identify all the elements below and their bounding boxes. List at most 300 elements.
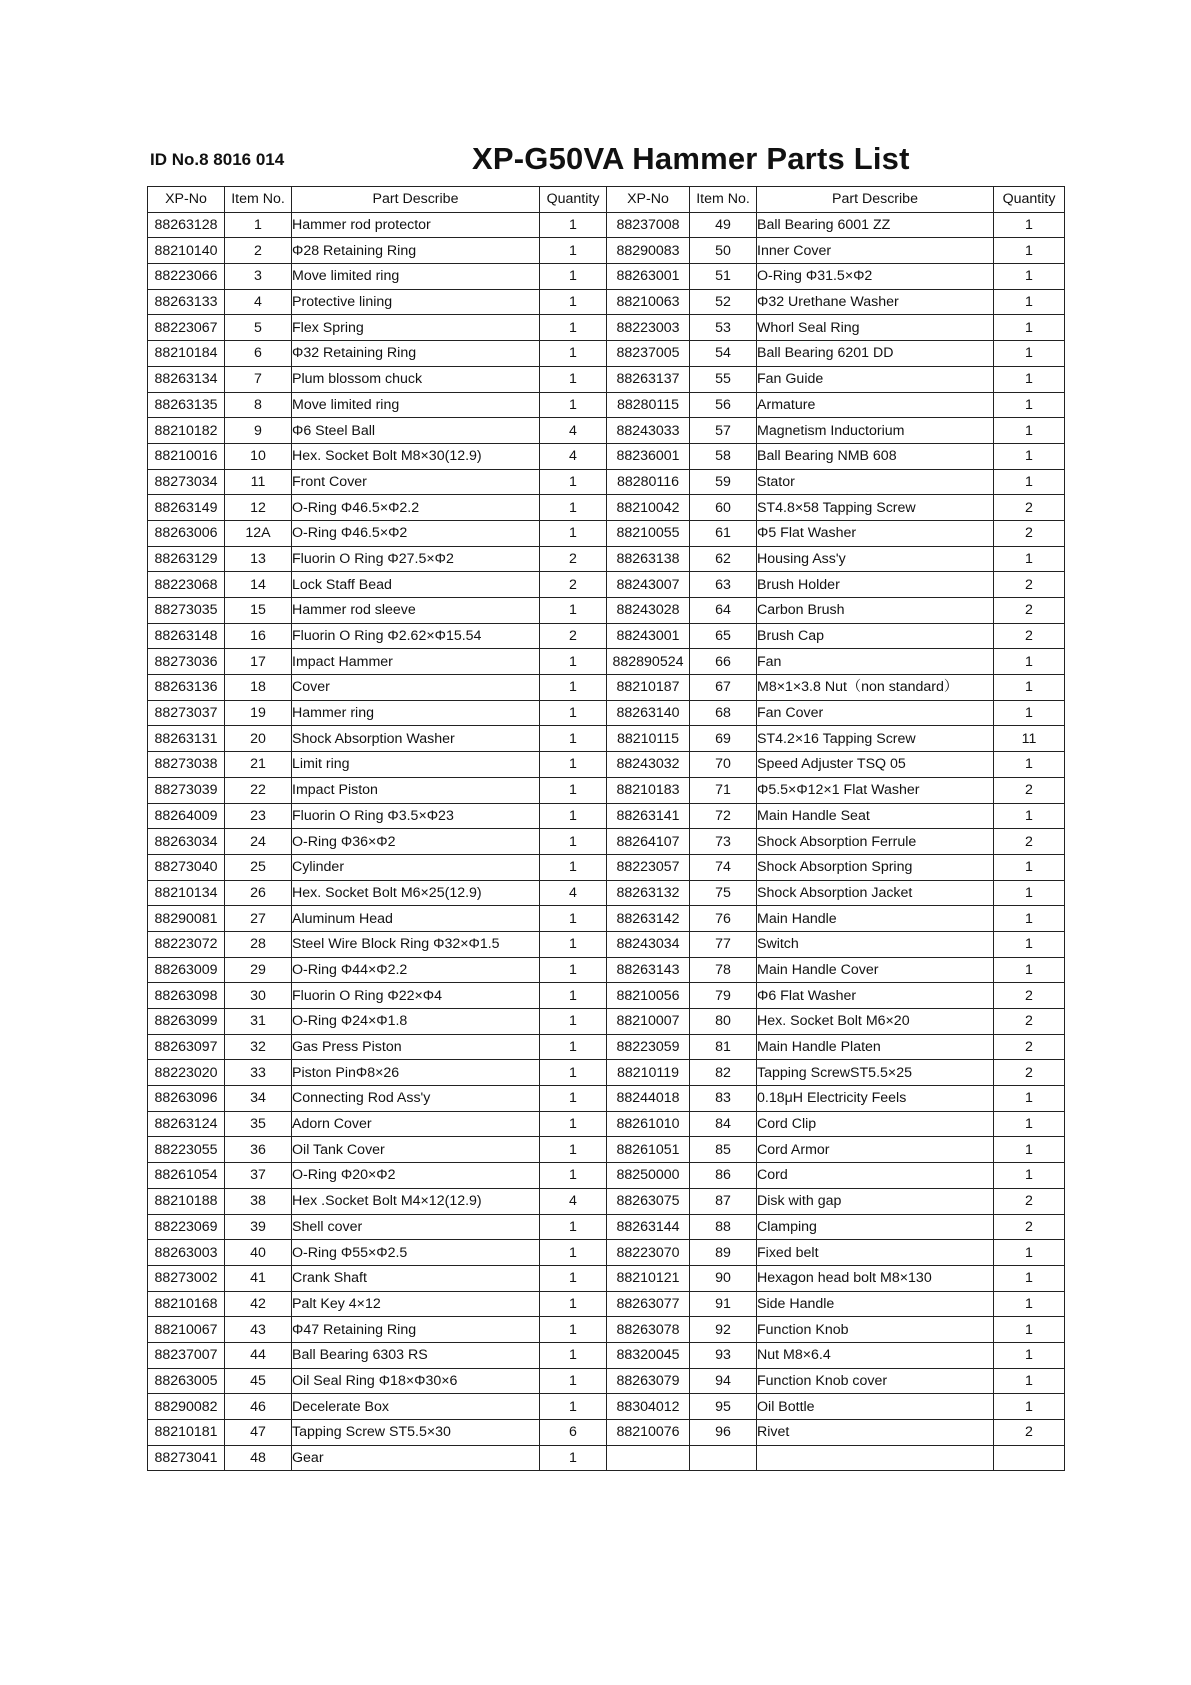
xp-no-cell: 88263124 [148, 1111, 225, 1137]
table-row [148, 1163, 1065, 1189]
item-no-cell: 52 [690, 289, 757, 315]
xp-no-cell: 88263140 [607, 700, 690, 726]
item-no-cell: 90 [690, 1265, 757, 1291]
table-row [148, 495, 1065, 521]
quantity-cell: 2 [994, 1188, 1065, 1214]
table-row [148, 1086, 1065, 1112]
xp-no-cell: 88223003 [607, 315, 690, 341]
item-no-cell [690, 1445, 757, 1471]
part-describe-cell: Carbon Brush [757, 598, 994, 624]
table-row [148, 289, 1065, 315]
item-no-cell: 70 [690, 752, 757, 778]
quantity-cell: 1 [540, 495, 607, 521]
table-row [148, 1060, 1065, 1086]
part-describe-cell: Brush Holder [757, 572, 994, 598]
item-no-cell: 69 [690, 726, 757, 752]
item-no-cell: 35 [225, 1111, 292, 1137]
part-describe-cell: Shell cover [292, 1214, 540, 1240]
part-describe-cell: Move limited ring [292, 392, 540, 418]
quantity-cell [994, 1445, 1065, 1471]
item-no-cell: 58 [690, 443, 757, 469]
quantity-cell: 1 [540, 1137, 607, 1163]
part-describe-cell: Impact Hammer [292, 649, 540, 675]
table-row [148, 469, 1065, 495]
xp-no-cell: 88261051 [607, 1137, 690, 1163]
part-describe-cell: Gear [292, 1445, 540, 1471]
quantity-cell: 2 [994, 1060, 1065, 1086]
xp-no-cell: 88263138 [607, 546, 690, 572]
part-describe-cell: Inner Cover [757, 238, 994, 264]
item-no-cell: 80 [690, 1009, 757, 1035]
quantity-cell: 1 [994, 469, 1065, 495]
part-describe-cell: Cord [757, 1163, 994, 1189]
part-describe-cell: Palt Key 4×12 [292, 1291, 540, 1317]
xp-no-cell: 88210121 [607, 1265, 690, 1291]
part-describe-cell: Fluorin O Ring Φ3.5×Φ23 [292, 803, 540, 829]
part-describe-cell: Cord Clip [757, 1111, 994, 1137]
table-row [148, 418, 1065, 444]
quantity-cell: 1 [994, 1342, 1065, 1368]
part-describe-cell: Speed Adjuster TSQ 05 [757, 752, 994, 778]
xp-no-cell: 88210184 [148, 341, 225, 367]
part-describe-cell: Shock Absorption Jacket [757, 880, 994, 906]
quantity-cell: 1 [994, 1137, 1065, 1163]
xp-no-cell: 88210168 [148, 1291, 225, 1317]
quantity-cell: 2 [994, 495, 1065, 521]
quantity-cell: 1 [540, 854, 607, 880]
quantity-cell: 1 [994, 649, 1065, 675]
item-no-cell: 38 [225, 1188, 292, 1214]
part-describe-cell: Piston PinΦ8×26 [292, 1060, 540, 1086]
header-xp-no-right: XP-No [607, 187, 690, 213]
quantity-cell: 2 [994, 1214, 1065, 1240]
quantity-cell: 1 [994, 1368, 1065, 1394]
part-describe-cell: Main Handle Cover [757, 957, 994, 983]
xp-no-cell: 88280116 [607, 469, 690, 495]
xp-no-cell: 88263143 [607, 957, 690, 983]
xp-no-cell: 88263148 [148, 623, 225, 649]
table-row [148, 700, 1065, 726]
part-describe-cell: Φ5.5×Φ12×1 Flat Washer [757, 777, 994, 803]
part-describe-cell: Switch [757, 931, 994, 957]
item-no-cell: 47 [225, 1420, 292, 1446]
part-describe-cell: Φ5 Flat Washer [757, 520, 994, 546]
item-no-cell: 93 [690, 1342, 757, 1368]
part-describe-cell: Protective lining [292, 289, 540, 315]
quantity-cell: 1 [540, 957, 607, 983]
part-describe-cell: O-Ring Φ55×Φ2.5 [292, 1240, 540, 1266]
item-no-cell: 21 [225, 752, 292, 778]
part-describe-cell: Connecting Rod Ass'y [292, 1086, 540, 1112]
quantity-cell: 1 [540, 315, 607, 341]
item-no-cell: 56 [690, 392, 757, 418]
quantity-cell: 1 [540, 520, 607, 546]
xp-no-cell: 88243007 [607, 572, 690, 598]
quantity-cell: 1 [540, 675, 607, 701]
item-no-cell: 87 [690, 1188, 757, 1214]
quantity-cell: 1 [994, 1163, 1065, 1189]
quantity-cell: 1 [994, 1291, 1065, 1317]
xp-no-cell: 88263141 [607, 803, 690, 829]
quantity-cell: 1 [540, 212, 607, 238]
quantity-cell: 4 [540, 418, 607, 444]
part-describe-cell: Lock Staff Bead [292, 572, 540, 598]
item-no-cell: 84 [690, 1111, 757, 1137]
item-no-cell: 30 [225, 983, 292, 1009]
xp-no-cell [607, 1445, 690, 1471]
xp-no-cell: 88273036 [148, 649, 225, 675]
item-no-cell: 7 [225, 366, 292, 392]
xp-no-cell: 88263135 [148, 392, 225, 418]
item-no-cell: 78 [690, 957, 757, 983]
table-row [148, 649, 1065, 675]
item-no-cell: 20 [225, 726, 292, 752]
part-describe-cell: Ball Bearing 6201 DD [757, 341, 994, 367]
item-no-cell: 31 [225, 1009, 292, 1035]
part-describe-cell: Shock Absorption Washer [292, 726, 540, 752]
item-no-cell: 12 [225, 495, 292, 521]
parts-table-body [148, 212, 1065, 1471]
table-row [148, 1034, 1065, 1060]
xp-no-cell: 88273041 [148, 1445, 225, 1471]
table-row [148, 854, 1065, 880]
part-describe-cell: O-Ring Φ36×Φ2 [292, 829, 540, 855]
quantity-cell: 1 [540, 1086, 607, 1112]
xp-no-cell: 88210182 [148, 418, 225, 444]
table-header-row [148, 187, 1065, 213]
quantity-cell: 2 [994, 572, 1065, 598]
item-no-cell: 74 [690, 854, 757, 880]
quantity-cell: 1 [540, 1342, 607, 1368]
part-describe-cell: Φ32 Retaining Ring [292, 341, 540, 367]
xp-no-cell: 88237005 [607, 341, 690, 367]
item-no-cell: 86 [690, 1163, 757, 1189]
quantity-cell: 2 [540, 623, 607, 649]
xp-no-cell: 88261010 [607, 1111, 690, 1137]
xp-no-cell: 88243033 [607, 418, 690, 444]
quantity-cell: 1 [994, 957, 1065, 983]
part-describe-cell: M8×1×3.8 Nut（non standard） [757, 675, 994, 701]
xp-no-cell: 88263099 [148, 1009, 225, 1035]
quantity-cell: 1 [994, 238, 1065, 264]
item-no-cell: 10 [225, 443, 292, 469]
quantity-cell: 1 [994, 443, 1065, 469]
xp-no-cell: 88273039 [148, 777, 225, 803]
item-no-cell: 51 [690, 264, 757, 290]
quantity-cell: 1 [540, 289, 607, 315]
item-no-cell: 34 [225, 1086, 292, 1112]
quantity-cell: 4 [540, 880, 607, 906]
xp-no-cell: 88263142 [607, 906, 690, 932]
xp-no-cell: 88263137 [607, 366, 690, 392]
item-no-cell: 49 [690, 212, 757, 238]
part-describe-cell: Aluminum Head [292, 906, 540, 932]
part-describe-cell: Fluorin O Ring Φ22×Φ4 [292, 983, 540, 1009]
part-describe-cell: Fan Guide [757, 366, 994, 392]
item-no-cell: 19 [225, 700, 292, 726]
quantity-cell: 1 [540, 1265, 607, 1291]
part-describe-cell: Flex Spring [292, 315, 540, 341]
xp-no-cell: 88223072 [148, 931, 225, 957]
table-row [148, 675, 1065, 701]
part-describe-cell: Disk with gap [757, 1188, 994, 1214]
table-row [148, 1111, 1065, 1137]
part-describe-cell: Front Cover [292, 469, 540, 495]
xp-no-cell: 88273037 [148, 700, 225, 726]
xp-no-cell: 88210042 [607, 495, 690, 521]
xp-no-cell: 88263079 [607, 1368, 690, 1394]
quantity-cell: 2 [994, 1009, 1065, 1035]
xp-no-cell: 88263132 [607, 880, 690, 906]
quantity-cell: 1 [540, 469, 607, 495]
quantity-cell: 11 [994, 726, 1065, 752]
xp-no-cell: 88290082 [148, 1394, 225, 1420]
part-describe-cell: Main Handle Platen [757, 1034, 994, 1060]
header-part-describe-right: Part Describe [757, 187, 994, 213]
table-row [148, 880, 1065, 906]
item-no-cell: 33 [225, 1060, 292, 1086]
item-no-cell: 81 [690, 1034, 757, 1060]
xp-no-cell: 88243001 [607, 623, 690, 649]
part-describe-cell: Armature [757, 392, 994, 418]
part-describe-cell: O-Ring Φ44×Φ2.2 [292, 957, 540, 983]
item-no-cell: 18 [225, 675, 292, 701]
item-no-cell: 55 [690, 366, 757, 392]
item-no-cell: 72 [690, 803, 757, 829]
xp-no-cell: 88223068 [148, 572, 225, 598]
part-describe-cell: Housing Ass'y [757, 546, 994, 572]
item-no-cell: 89 [690, 1240, 757, 1266]
table-row [148, 829, 1065, 855]
table-row [148, 931, 1065, 957]
xp-no-cell: 88210007 [607, 1009, 690, 1035]
xp-no-cell: 88273035 [148, 598, 225, 624]
part-describe-cell: O-Ring Φ31.5×Φ2 [757, 264, 994, 290]
header-xp-no: XP-No [148, 187, 225, 213]
quantity-cell: 1 [540, 1009, 607, 1035]
item-no-cell: 71 [690, 777, 757, 803]
item-no-cell: 37 [225, 1163, 292, 1189]
table-row [148, 1188, 1065, 1214]
part-describe-cell: Hex. Socket Bolt M6×20 [757, 1009, 994, 1035]
item-no-cell: 79 [690, 983, 757, 1009]
xp-no-cell: 88290083 [607, 238, 690, 264]
item-no-cell: 83 [690, 1086, 757, 1112]
xp-no-cell: 88264107 [607, 829, 690, 855]
table-row [148, 803, 1065, 829]
xp-no-cell: 88263097 [148, 1034, 225, 1060]
table-row [148, 623, 1065, 649]
table-row [148, 1420, 1065, 1446]
part-describe-cell: Fixed belt [757, 1240, 994, 1266]
quantity-cell: 1 [994, 700, 1065, 726]
item-no-cell: 16 [225, 623, 292, 649]
table-row [148, 212, 1065, 238]
xp-no-cell: 88236001 [607, 443, 690, 469]
header-quantity-right: Quantity [994, 187, 1065, 213]
xp-no-cell: 88263134 [148, 366, 225, 392]
item-no-cell: 12A [225, 520, 292, 546]
part-describe-cell: Side Handle [757, 1291, 994, 1317]
part-describe-cell: Hex .Socket Bolt M4×12(12.9) [292, 1188, 540, 1214]
xp-no-cell: 88210055 [607, 520, 690, 546]
table-row [148, 520, 1065, 546]
part-describe-cell: Hammer rod protector [292, 212, 540, 238]
id-number: ID No.8 8016 014 [150, 150, 285, 169]
part-describe-cell: Φ32 Urethane Washer [757, 289, 994, 315]
item-no-cell: 27 [225, 906, 292, 932]
item-no-cell: 94 [690, 1368, 757, 1394]
table-row [148, 1368, 1065, 1394]
part-describe-cell: Stator [757, 469, 994, 495]
part-describe-cell: O-Ring Φ24×Φ1.8 [292, 1009, 540, 1035]
quantity-cell: 2 [994, 1420, 1065, 1446]
xp-no-cell: 88223066 [148, 264, 225, 290]
parts-table [147, 186, 1065, 1471]
xp-no-cell: 88263006 [148, 520, 225, 546]
xp-no-cell: 88223067 [148, 315, 225, 341]
item-no-cell: 3 [225, 264, 292, 290]
part-describe-cell: Adorn Cover [292, 1111, 540, 1137]
item-no-cell: 77 [690, 931, 757, 957]
xp-no-cell: 88223070 [607, 1240, 690, 1266]
table-row [148, 726, 1065, 752]
part-describe-cell [757, 1445, 994, 1471]
item-no-cell: 68 [690, 700, 757, 726]
quantity-cell: 4 [540, 443, 607, 469]
quantity-cell: 1 [994, 366, 1065, 392]
xp-no-cell: 88263131 [148, 726, 225, 752]
quantity-cell: 1 [540, 1317, 607, 1343]
table-row [148, 546, 1065, 572]
table-row [148, 1009, 1065, 1035]
xp-no-cell: 88273034 [148, 469, 225, 495]
xp-no-cell: 88223055 [148, 1137, 225, 1163]
xp-no-cell: 88263128 [148, 212, 225, 238]
item-no-cell: 88 [690, 1214, 757, 1240]
item-no-cell: 25 [225, 854, 292, 880]
item-no-cell: 54 [690, 341, 757, 367]
item-no-cell: 22 [225, 777, 292, 803]
quantity-cell: 1 [540, 983, 607, 1009]
quantity-cell: 1 [540, 1214, 607, 1240]
part-describe-cell: Move limited ring [292, 264, 540, 290]
item-no-cell: 15 [225, 598, 292, 624]
quantity-cell: 1 [994, 752, 1065, 778]
quantity-cell: 2 [994, 777, 1065, 803]
part-describe-cell: Main Handle [757, 906, 994, 932]
quantity-cell: 1 [540, 931, 607, 957]
part-describe-cell: Crank Shaft [292, 1265, 540, 1291]
part-describe-cell: Hex. Socket Bolt M6×25(12.9) [292, 880, 540, 906]
table-row [148, 392, 1065, 418]
xp-no-cell: 88263003 [148, 1240, 225, 1266]
xp-no-cell: 88210134 [148, 880, 225, 906]
xp-no-cell: 88263144 [607, 1214, 690, 1240]
part-describe-cell: Φ6 Steel Ball [292, 418, 540, 444]
quantity-cell: 1 [994, 264, 1065, 290]
xp-no-cell: 88263136 [148, 675, 225, 701]
item-no-cell: 28 [225, 931, 292, 957]
item-no-cell: 5 [225, 315, 292, 341]
part-describe-cell: O-Ring Φ46.5×Φ2.2 [292, 495, 540, 521]
xp-no-cell: 88320045 [607, 1342, 690, 1368]
part-describe-cell: Brush Cap [757, 623, 994, 649]
part-describe-cell: Hexagon head bolt M8×130 [757, 1265, 994, 1291]
xp-no-cell: 88210181 [148, 1420, 225, 1446]
part-describe-cell: Cover [292, 675, 540, 701]
part-describe-cell: Main Handle Seat [757, 803, 994, 829]
item-no-cell: 8 [225, 392, 292, 418]
table-row [148, 238, 1065, 264]
item-no-cell: 13 [225, 546, 292, 572]
header-part-describe: Part Describe [292, 187, 540, 213]
quantity-cell: 1 [994, 315, 1065, 341]
table-row [148, 443, 1065, 469]
quantity-cell: 1 [540, 906, 607, 932]
item-no-cell: 2 [225, 238, 292, 264]
quantity-cell: 1 [540, 726, 607, 752]
xp-no-cell: 88263034 [148, 829, 225, 855]
quantity-cell: 2 [994, 983, 1065, 1009]
header-item-no-right: Item No. [690, 187, 757, 213]
part-describe-cell: Plum blossom chuck [292, 366, 540, 392]
xp-no-cell: 88243034 [607, 931, 690, 957]
part-describe-cell: Oil Tank Cover [292, 1137, 540, 1163]
item-no-cell: 91 [690, 1291, 757, 1317]
table-row [148, 1317, 1065, 1343]
xp-no-cell: 88210067 [148, 1317, 225, 1343]
quantity-cell: 1 [540, 392, 607, 418]
xp-no-cell: 88210063 [607, 289, 690, 315]
table-row [148, 1445, 1065, 1471]
xp-no-cell: 88273002 [148, 1265, 225, 1291]
quantity-cell: 1 [994, 1240, 1065, 1266]
quantity-cell: 1 [994, 1394, 1065, 1420]
quantity-cell: 1 [994, 1265, 1065, 1291]
xp-no-cell: 88210115 [607, 726, 690, 752]
part-describe-cell: O-Ring Φ46.5×Φ2 [292, 520, 540, 546]
xp-no-cell: 88210076 [607, 1420, 690, 1446]
item-no-cell: 6 [225, 341, 292, 367]
table-row [148, 1342, 1065, 1368]
item-no-cell: 57 [690, 418, 757, 444]
item-no-cell: 14 [225, 572, 292, 598]
quantity-cell: 2 [994, 1034, 1065, 1060]
part-describe-cell: Function Knob cover [757, 1368, 994, 1394]
table-row [148, 1265, 1065, 1291]
item-no-cell: 60 [690, 495, 757, 521]
part-describe-cell: Limit ring [292, 752, 540, 778]
quantity-cell: 1 [994, 392, 1065, 418]
quantity-cell: 1 [540, 777, 607, 803]
quantity-cell: 2 [540, 546, 607, 572]
quantity-cell: 2 [994, 598, 1065, 624]
quantity-cell: 1 [540, 829, 607, 855]
quantity-cell: 1 [994, 675, 1065, 701]
item-no-cell: 96 [690, 1420, 757, 1446]
table-row [148, 1394, 1065, 1420]
quantity-cell: 1 [540, 1163, 607, 1189]
quantity-cell: 1 [994, 1111, 1065, 1137]
xp-no-cell: 88263098 [148, 983, 225, 1009]
table-row [148, 341, 1065, 367]
item-no-cell: 53 [690, 315, 757, 341]
item-no-cell: 63 [690, 572, 757, 598]
quantity-cell: 1 [540, 1034, 607, 1060]
item-no-cell: 59 [690, 469, 757, 495]
quantity-cell: 1 [994, 546, 1065, 572]
